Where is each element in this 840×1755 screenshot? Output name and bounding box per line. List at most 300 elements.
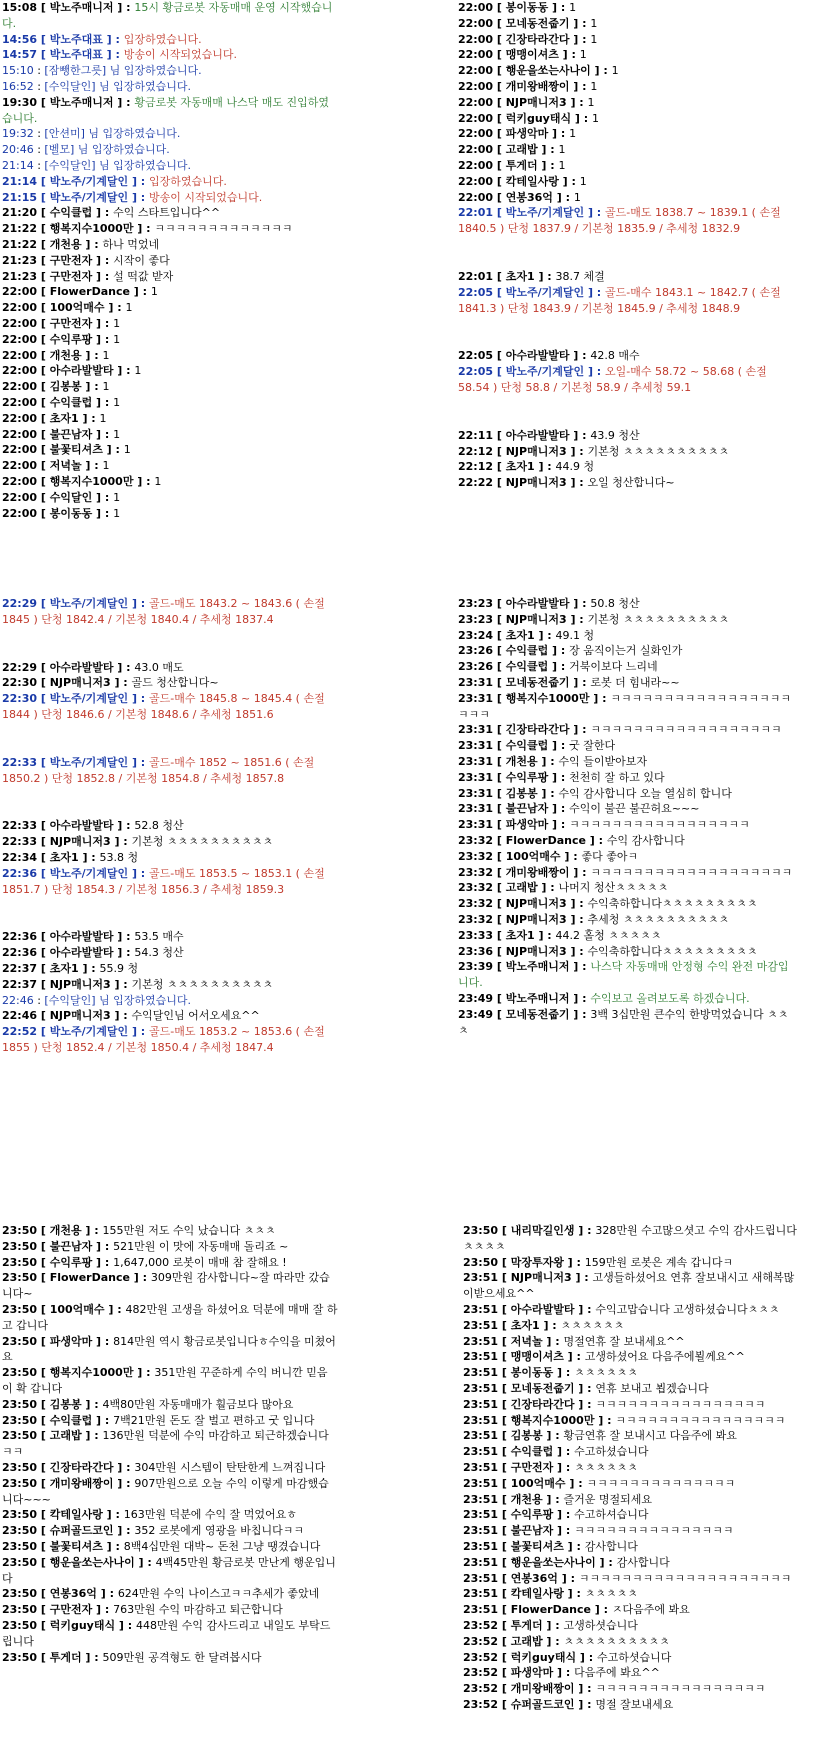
message-text: 1 [579, 174, 587, 188]
message-time: 23:51 [463, 1476, 499, 1490]
message-time: 23:49 [458, 1007, 494, 1021]
message-time: 23:50 [2, 1460, 38, 1474]
chat-message: 23:36 [ NJP매니저3 ] : 수익축하합니다ㅊㅊㅊㅊㅊㅊㅊㅊㅊ [458, 944, 758, 958]
chat-message: 22:33 [ 아수라발발타 ] : 52.8 청산 [2, 819, 184, 833]
message-text: 55.9 청 [99, 961, 139, 975]
message-text: 방송이 시작되었습니다. [149, 190, 263, 204]
chat-message: 23:51 [ 행복지수1000만 ] : ㅋㅋㅋㅋㅋㅋㅋㅋㅋㅋㅋㅋㅋㅋㅋㅋ [463, 1413, 786, 1427]
chat-message: 23:50 [ 김봉봉 ] : 4백80만원 자동매매가 훨금보다 많아요 [2, 1397, 294, 1411]
message-text: 1 [123, 443, 131, 457]
message-sender: 수익클럽 [49, 206, 93, 220]
chat-message: 22:01 [ 초자1 ] : 38.7 체결 [458, 269, 605, 283]
message-sender: 긴장타라간다 [49, 1460, 114, 1474]
message-time: 23:31 [458, 723, 494, 737]
message-sender: 개미왕배짱이 [505, 865, 570, 879]
message-time: 22:30 [2, 692, 38, 706]
message-sender: 칵테일사랑 [510, 1587, 564, 1601]
message-sender: 개미왕배짱이 [510, 1682, 575, 1696]
chat-message: 23:50 [ 불꽃티셔츠 ] : 8백4십만원 대박~ 돈천 그냥 땡겼습니다 [2, 1539, 321, 1553]
message-time: 23:50 [463, 1255, 499, 1269]
message-text: 골드-매수 1843.1 ~ 1842.7 ( 손절 1841.3 ) 단청 1843.9 / 기본청 1845.9 / 추세청 1848.9 [458, 285, 781, 315]
message-sender: 모네동전줍기 [505, 675, 570, 689]
chat-message: 22:00 [ 수익클럽 ] : 1 [2, 395, 121, 409]
message-time: 14:56 [2, 32, 38, 46]
message-sender: 행복지수1000만 [49, 222, 134, 236]
chat-message: 23:51 [ 봉이동동 ] : ㅊㅊㅊㅊㅊㅊ [463, 1366, 638, 1380]
message-text: 1 [590, 16, 598, 30]
message-time: 22:11 [458, 428, 494, 442]
message-text: 다음주에 봐요^^ [574, 1666, 660, 1680]
message-time: 23:50 [2, 1366, 38, 1380]
chat-message: 22:34 [ 초자1 ] : 53.8 청 [2, 850, 139, 864]
message-time: 23:52 [463, 1634, 499, 1648]
message-time: 22:05 [458, 285, 494, 299]
message-sender: 행운을쏘는사나이 [49, 1555, 135, 1569]
message-text: 1 [113, 332, 121, 346]
chat-message: 23:50 [ 개미왕배짱이 ] : 907만원으로 오늘 수익 이렇게 마감했습니다~~~ [2, 1476, 329, 1506]
message-text: 수익축하합니다ㅊㅊㅊㅊㅊㅊㅊㅊㅊ [587, 897, 758, 911]
chat-panel-1 [2, 0, 338, 524]
chat-message: 23:50 [ 불끈남자 ] : 521만원 이 맛에 자동매매 돌리죠 ~ [2, 1239, 289, 1253]
chat-message: 23:31 [ 파생악마 ] : ㅋㅋㅋㅋㅋㅋㅋㅋㅋㅋㅋㅋㅋㅋㅋㅋㅋ [458, 818, 750, 832]
chat-message: 22:00 [ 100억매수 ] : 1 [2, 301, 133, 315]
chat-message: 22:00 [ 투게더 ] : 1 [458, 158, 566, 172]
message-time: 22:01 [458, 269, 494, 283]
chat-message: 21:22 [ 행복지수1000만 ] : ㅋㅋㅋㅋㅋㅋㅋㅋㅋㅋㅋㅋㅋ [2, 222, 293, 236]
message-sender: 박노주매니저 [505, 960, 570, 974]
message-text: 351만원 꾸준하게 수익 버니깐 믿음이 확 갑니다 [2, 1366, 328, 1395]
chat-message: 23:26 [ 수익클럽 ] : 장 움직이는거 실화인가 [458, 644, 683, 658]
chat-message: 23:32 [ FlowerDance ] : 수익 감사합니다 [458, 833, 685, 847]
message-time: 23:52 [463, 1650, 499, 1664]
chat-message: 23:50 [ 투게더 ] : 509만원 공격형도 한 달려봅시다 [2, 1650, 262, 1664]
message-text: 814만원 역시 황금로봇입니다ㅎ수익을 미쳤어요 [2, 1334, 336, 1364]
message-sender: NJP매니저3 [505, 897, 567, 911]
message-text: 309만원 감사합니다~잘 따라만 갔습니다~ [2, 1271, 330, 1301]
chat-message: 23:33 [ 초자1 ] : 44.2 홀청 ㅊㅊㅊㅊㅊ [458, 928, 662, 942]
message-time: 21:14 [2, 174, 38, 188]
chat-message: 23:50 [ 럭키guy태식 ] : 448만원 수익 감사드리고 내일도 부탁드립니다 [2, 1618, 331, 1648]
message-text: [수익달인] 님 입장하였습니다. [44, 158, 191, 172]
message-sender: 아수라발발타 [510, 1302, 575, 1316]
message-sender: 초자1 [510, 1318, 540, 1332]
message-sender: 100억매수 [510, 1476, 566, 1490]
message-text: 1 [569, 127, 577, 141]
chat-message: 23:32 [ NJP매니저3 ] : 추세청 ㅊㅊㅊㅊㅊㅊㅊㅊㅊㅊ [458, 912, 730, 926]
message-text: 천천히 잘 하고 있다 [569, 770, 665, 784]
message-text: ㅋㅋㅋㅋㅋㅋㅋㅋㅋㅋㅋㅋㅋㅋㅋㅋㅋㅋㅋ [590, 865, 793, 879]
message-time: 23:52 [463, 1697, 499, 1711]
message-time: 23:31 [458, 786, 494, 800]
message-text: [수익달인] 님 입장하였습니다. [44, 79, 191, 93]
message-sender: 박노주/기계달인 [505, 365, 585, 379]
message-sender: 개천용 [505, 754, 538, 768]
message-sender: 수익클럽 [49, 395, 93, 409]
message-text: 수익 스타트입니다^^ [113, 206, 221, 220]
message-text: 763만원 수익 마감하고 퇴근합니다 [113, 1603, 283, 1617]
chat-message: 23:26 [ 수익클럽 ] : 거북이보다 느리네 [458, 660, 658, 674]
message-text: ㅊㅊㅊㅊㅊ [584, 1587, 638, 1601]
chat-message: 21:14 : [수익달인] 님 입장하였습니다. [2, 158, 191, 172]
message-time: 23:23 [458, 597, 494, 610]
message-time: 23:31 [458, 754, 494, 768]
message-time: 23:32 [458, 865, 494, 879]
chat-message: 22:00 [ 파생악마 ] : 1 [458, 127, 577, 141]
message-text: 황금연휴 잘 보내시고 다음주에 봐요 [563, 1429, 737, 1443]
message-text: 624만원 수익 나이스고ㅋㅋ추세가 좋았네 [117, 1587, 320, 1601]
message-time: 22:00 [2, 506, 38, 520]
chat-message: 22:00 [ 불끈남자 ] : 1 [2, 427, 121, 441]
message-text: 수익달인님 어서오세요^^ [131, 1009, 260, 1023]
message-time: 23:39 [458, 960, 494, 974]
message-text: ㅋㅋㅋㅋㅋㅋㅋㅋㅋㅋㅋㅋㅋㅋㅋㅋㅋㅋㅋㅋ [458, 691, 792, 721]
message-sender: 아수라발발타 [49, 946, 114, 960]
message-time: 23:32 [458, 912, 494, 926]
message-sender: 박노주매니저 [49, 95, 114, 109]
message-text: 연휴 보내고 뵙겠습니다 [595, 1381, 709, 1395]
chat-message: 14:57 [ 박노주대표 ] : 방송이 시작되었습니다. [2, 48, 238, 62]
message-time: 23:51 [463, 1571, 499, 1585]
message-text: ㅈ다음주에 봐요 [611, 1603, 690, 1617]
chat-message: 23:51 [ 100억매수 ] : ㅋㅋㅋㅋㅋㅋㅋㅋㅋㅋㅋㅋㅋㅋ [463, 1476, 736, 1490]
message-sender: 박노주대표 [49, 32, 103, 46]
message-sender: 럭키guy태식 [505, 111, 572, 125]
message-sender: 100억매수 [49, 1302, 105, 1316]
message-sender: 개미왕배짱이 [505, 79, 570, 93]
chat-message: 22:01 [ 박노주/기계달인 ] : 골드-매도 1838.7 ~ 1839.1 ( 손절 1840.5 ) 단청 1837.9 / 기본청 1835.9 / 추세청 1832.9 [458, 206, 781, 236]
message-text: [벨모] 님 입장하였습니다. [44, 143, 170, 157]
message-text: 골드-매수 1852 ~ 1851.6 ( 손절 1850.2 ) 단청 1852.8 / 기본청 1854.8 / 추세청 1857.8 [2, 755, 315, 785]
message-text: 50.8 청산 [590, 597, 640, 610]
message-text: 입장하였습니다. [149, 174, 227, 188]
message-text: 44.2 홀청 ㅊㅊㅊㅊㅊ [555, 928, 662, 942]
chat-message: 22:36 [ 아수라발발타 ] : 53.5 매수 [2, 930, 184, 944]
chat-message: 23:23 [ NJP매니저3 ] : 기본청 ㅊㅊㅊㅊㅊㅊㅊㅊㅊㅊ [458, 612, 730, 626]
message-sender: 박노주/기계달인 [505, 206, 585, 220]
message-text: 1 [102, 380, 110, 394]
message-time: 23:32 [458, 897, 494, 911]
message-time: 22:52 [2, 1025, 38, 1039]
message-time: 23:52 [463, 1666, 499, 1680]
message-sender: NJP매니저3 [49, 835, 111, 849]
message-time: 22:33 [2, 835, 38, 849]
message-text: 7백21만원 돈도 잘 벌고 편하고 굿 입니다 [113, 1413, 315, 1427]
chat-message: 23:50 [ 내리막길인생 ] : 328만원 수고많으셧고 수익 감사드립니다ㅊㅊㅊㅊ [463, 1224, 797, 1253]
message-time: 23:51 [463, 1539, 499, 1553]
message-sender: 긴장타라간다 [505, 723, 570, 737]
message-sender: 박노주/기계달인 [49, 597, 129, 610]
chat-message: 22:29 [ 박노주/기계달인 ] : 골드-매도 1843.2 ~ 1843.6 ( 손절 1845 ) 단청 1842.4 / 기본청 1840.4 / 추세청 1837.4 [2, 597, 325, 626]
message-sender: 내리막길인생 [510, 1224, 575, 1237]
message-text: 기본청 ㅊㅊㅊㅊㅊㅊㅊㅊㅊㅊ [131, 835, 274, 849]
message-text: 1 [134, 364, 142, 378]
chat-message: 22:00 [ 구만전자 ] : 1 [2, 316, 121, 330]
message-text: 기본청 ㅊㅊㅊㅊㅊㅊㅊㅊㅊㅊ [587, 612, 730, 626]
chat-message: 23:52 [ 파생악마 ] : 다음주에 봐요^^ [463, 1666, 660, 1680]
message-time: 23:50 [2, 1334, 38, 1348]
chat-message: 15:10 : [잠뺑한그릇] 님 입장하였습니다. [2, 64, 202, 78]
message-time: 23:51 [463, 1603, 499, 1617]
message-time: 22:00 [458, 190, 494, 204]
chat-message: 23:31 [ 개천용 ] : 수익 들이받아보자 [458, 754, 648, 768]
message-text: 설 떡값 받자 [113, 269, 174, 283]
message-time: 22:36 [2, 946, 38, 960]
message-sender: 투게더 [510, 1618, 543, 1632]
chat-panel-3 [2, 596, 338, 1120]
chat-message: 23:32 [ 100억매수 ] : 좋다 좋아ㅋ [458, 849, 639, 863]
chat-panel-6 [463, 1223, 799, 1755]
message-text: 54.3 청산 [134, 946, 184, 960]
chat-message: 20:46 : [벨모] 님 입장하였습니다. [2, 143, 170, 157]
message-time: 22:00 [2, 301, 38, 315]
chat-message: 21:15 [ 박노주/기계달인 ] : 방송이 시작되었습니다. [2, 190, 263, 204]
message-time: 23:31 [458, 739, 494, 753]
chat-message: 23:31 [ 불끈남자 ] : 수익이 불끈 불끈허요~~~ [458, 802, 700, 816]
message-time: 23:50 [2, 1239, 38, 1253]
message-time: 22:34 [2, 850, 38, 864]
chat-message: 22:29 [ 아수라발발타 ] : 43.0 매도 [2, 660, 184, 674]
message-time: 23:51 [463, 1508, 499, 1522]
chat-message: 21:14 [ 박노주/기계달인 ] : 입장하였습니다. [2, 174, 227, 188]
message-sender: 불끈남자 [49, 427, 93, 441]
chat-message: 22:46 [ NJP매니저3 ] : 수익달인님 어서오세요^^ [2, 1009, 260, 1023]
message-text: 15시 황금로봇 자동매매 운영 시작했습니다. [2, 1, 333, 30]
message-text: [안션미] 님 입장하였습니다. [44, 127, 181, 141]
chat-panel-2 [458, 0, 794, 524]
chat-message: 23:51 [ 행운을쏘는사나이 ] : 감사합니다 [463, 1555, 670, 1569]
chat-message: 14:56 [ 박노주대표 ] : 입장하였습니다. [2, 32, 202, 46]
message-text: 고생하셨어요 다음주에뵐께요^^ [584, 1350, 745, 1364]
chat-message: 21:22 [ 개천용 ] : 하나 먹었네 [2, 237, 160, 251]
message-time: 23:51 [463, 1397, 499, 1411]
message-text: 거북이보다 느리네 [569, 660, 658, 674]
message-sender: 불끈남자 [510, 1524, 554, 1538]
message-text: 감사합니다 [584, 1539, 638, 1553]
message-sender: 수익루팡 [49, 332, 93, 346]
message-text: 43.0 매도 [134, 660, 184, 674]
message-sender: 초자1 [505, 928, 535, 942]
message-sender: 봉이동동 [510, 1366, 554, 1380]
message-text: ㅋㅋㅋㅋㅋㅋㅋㅋㅋㅋㅋㅋㅋㅋㅋㅋ [595, 1682, 766, 1696]
message-text: 53.8 청 [99, 850, 139, 864]
message-sender: 구만전자 [49, 269, 93, 283]
message-time: 23:36 [458, 944, 494, 958]
message-text: 448만원 수익 감사드리고 내일도 부탁드립니다 [2, 1618, 331, 1648]
message-sender: 박노주/기계달인 [49, 1025, 129, 1039]
chat-message: 23:31 [ 수익루팡 ] : 천천히 잘 하고 있다 [458, 770, 665, 784]
message-sender: NJP매니저3 [505, 476, 567, 490]
chat-message: 23:50 [ 긴장타라간다 ] : 304만원 시스템이 탄탄한게 느껴집니다 [2, 1460, 326, 1474]
chat-message: 23:51 [ 구만전자 ] : ㅊㅊㅊㅊㅊㅊ [463, 1460, 638, 1474]
message-time: 23:50 [2, 1476, 38, 1490]
message-text: ㅋㅋㅋㅋㅋㅋㅋㅋㅋㅋㅋㅋㅋㅋ [586, 1476, 736, 1490]
message-text: 1 [150, 285, 158, 299]
message-time: 22:00 [458, 95, 494, 109]
chat-message: 22:00 [ 불꽃티셔츠 ] : 1 [2, 443, 131, 457]
chat-message: 22:00 [ 개미왕배짱이 ] : 1 [458, 79, 598, 93]
message-text: 기본청 ㅊㅊㅊㅊㅊㅊㅊㅊㅊㅊ [131, 977, 274, 991]
message-time: 22:00 [2, 285, 38, 299]
message-sender: 투게더 [49, 1650, 82, 1664]
message-time: 22:00 [458, 143, 494, 157]
message-time: 23:51 [463, 1492, 499, 1506]
message-text: 1,647,000 로봇이 매매 참 잘해요 ! [113, 1255, 287, 1269]
message-sender: 수익클럽 [505, 739, 549, 753]
message-text: 155만원 저도 수익 났습니다 ㅊㅊㅊ [102, 1224, 276, 1237]
chat-message: 23:50 [ 수익루팡 ] : 1,647,000 로봇이 매매 참 잘해요 ! [2, 1255, 287, 1269]
chat-message: 23:52 [ 투게더 ] : 고생하셧습니다 [463, 1618, 638, 1632]
message-text: 수고하셨습니다 [574, 1445, 649, 1459]
message-sender: 아수라발발타 [505, 428, 570, 442]
message-text: 추세청 ㅊㅊㅊㅊㅊㅊㅊㅊㅊㅊ [587, 912, 730, 926]
message-time: 21:23 [2, 269, 38, 283]
message-text: 352 로봇에게 영광을 바칩니다ㅋㅋ [134, 1524, 305, 1538]
message-sender: NJP매니저3 [505, 912, 567, 926]
message-time: 20:46 [2, 143, 34, 157]
message-sender: 개천용 [49, 1224, 82, 1237]
chat-message: 22:00 [ 모네동전줍기 ] : 1 [458, 16, 598, 30]
message-time: 23:50 [2, 1555, 38, 1569]
chat-message: 22:36 [ 아수라발발타 ] : 54.3 청산 [2, 946, 184, 960]
chat-message: 23:49 [ 박노주매니저 ] : 수익보고 올려보도록 하겠습니다. [458, 991, 750, 1005]
message-time: 23:50 [2, 1587, 38, 1601]
message-time: 23:31 [458, 675, 494, 689]
chat-message: 23:51 [ 모네동전줍기 ] : 연휴 보내고 뵙겠습니다 [463, 1381, 709, 1395]
message-sender: 개천용 [49, 237, 82, 251]
message-sender: NJP매니저3 [49, 1009, 111, 1023]
message-sender: 초자1 [505, 460, 535, 474]
message-sender: 불끈남자 [49, 1239, 93, 1253]
message-sender: 초자1 [505, 269, 535, 283]
message-text: 1 [113, 506, 121, 520]
message-text: 4백45만원 황금로봇 만난게 행운입니다 [2, 1555, 336, 1585]
message-sender: 연봉36억 [510, 1571, 558, 1585]
message-sender: 고래밥 [510, 1634, 543, 1648]
message-time: 23:50 [2, 1508, 38, 1522]
chat-message: 21:20 [ 수익클럽 ] : 수익 스타트입니다^^ [2, 206, 221, 220]
message-text: 1 [611, 64, 619, 78]
message-text: 입장하였습니다. [123, 32, 202, 46]
chat-message: 22:00 [ 봉이동동 ] : 1 [458, 1, 577, 14]
message-sender: 수익클럽 [49, 1413, 93, 1427]
message-time: 21:20 [2, 206, 38, 220]
chat-message: 23:51 [ FlowerDance ] : ㅈ다음주에 봐요 [463, 1603, 690, 1617]
chat-message: 22:00 [ NJP매니저3 ] : 1 [458, 95, 595, 109]
chat-message: 22:05 [ 아수라발발타 ] : 42.8 매수 [458, 349, 640, 363]
message-text: ㅊㅊㅊㅊㅊㅊ [560, 1318, 625, 1332]
message-sender: 아수라발발타 [49, 819, 114, 833]
message-text: 159만원 로봇은 계속 갑니다ㅋ [584, 1255, 734, 1269]
message-time: 22:00 [2, 380, 38, 394]
message-sender: 행복지수1000만 [505, 691, 590, 705]
message-sender: 슈퍼골드코인 [49, 1524, 114, 1538]
message-sender: 막장투자왕 [510, 1255, 564, 1269]
message-sender: 긴장타라간다 [505, 32, 570, 46]
message-sender: NJP매니저3 [505, 944, 567, 958]
message-time: 23:50 [463, 1224, 499, 1237]
chat-message: 23:51 [ 아수라발발타 ] : 수익고맙습니다 고생하셨습니다ㅊㅊㅊ [463, 1302, 780, 1316]
message-sender: 슈퍼골드코인 [510, 1697, 575, 1711]
chat-message: 23:50 [ 고래밥 ] : 136만원 덕분에 수익 마감하고 퇴근하겠습니다ㅋㅋ [2, 1429, 329, 1459]
message-sender: 100억매수 [49, 301, 105, 315]
chat-message: 23:52 [ 럭키guy태식 ] : 수고하셧습니다 [463, 1650, 672, 1664]
chat-message: 23:51 [ 초자1 ] : ㅊㅊㅊㅊㅊㅊ [463, 1318, 625, 1332]
message-sender: 초자1 [49, 411, 79, 425]
chat-message: 22:00 [ 행복지수1000만 ] : 1 [2, 474, 162, 488]
message-time: 23:50 [2, 1524, 38, 1538]
message-sender: 행복지수1000만 [49, 474, 134, 488]
chat-panel-4 [458, 596, 794, 1120]
chat-message: 23:50 [ 파생악마 ] : 814만원 역시 황금로봇입니다ㅎ수익을 미쳤어요 [2, 1334, 336, 1364]
message-sender: 수익루팡 [49, 1255, 93, 1269]
chat-message: 22:00 [ 럭키guy태식 ] : 1 [458, 111, 600, 125]
message-time: 22:46 [2, 993, 34, 1007]
chat-message: 22:00 [ 긴장타라간다 ] : 1 [458, 32, 598, 46]
message-text: 골드-매도 1843.2 ~ 1843.6 ( 손절 1845 ) 단청 1842.4 / 기본청 1840.4 / 추세청 1837.4 [2, 597, 325, 626]
chat-message: 23:51 [ 불끈남자 ] : ㅋㅋㅋㅋㅋㅋㅋㅋㅋㅋㅋㅋㅋㅋㅋ [463, 1524, 734, 1538]
chat-panel-5 [2, 1223, 338, 1755]
message-text: ㅋㅋㅋㅋㅋㅋㅋㅋㅋㅋㅋㅋㅋㅋㅋㅋㅋㅋㅋㅋ [578, 1571, 792, 1585]
message-time: 22:00 [458, 32, 494, 46]
message-time: 23:50 [2, 1650, 38, 1664]
message-time: 23:50 [2, 1397, 38, 1411]
message-time: 22:33 [2, 819, 38, 833]
chat-message: 23:51 [ 긴장타라간다 ] : ㅋㅋㅋㅋㅋㅋㅋㅋㅋㅋㅋㅋㅋㅋㅋㅋ [463, 1397, 766, 1411]
message-time: 22:36 [2, 930, 38, 944]
message-sender: NJP매니저3 [510, 1271, 572, 1285]
message-sender: 칵테일사랑 [505, 174, 559, 188]
message-time: 23:32 [458, 849, 494, 863]
message-text: 1 [590, 79, 598, 93]
message-text: 1 [125, 301, 133, 315]
message-text: 고생하셧습니다 [563, 1618, 638, 1632]
message-time: 22:01 [458, 206, 494, 220]
message-sender: 불꽃티셔츠 [49, 443, 103, 457]
chat-message: 22:22 [ NJP매니저3 ] : 오일 청산합니다~ [458, 476, 675, 490]
message-sender: 행운을쏘는사나이 [505, 64, 591, 78]
chat-message: 22:30 [ 박노주/기계달인 ] : 골드-매수 1845.8 ~ 1845.4 ( 손절 1844 ) 단청 1846.6 / 기본청 1848.6 / 추세청 1851.6 [2, 692, 325, 721]
message-text: [수익달인] 님 입장하였습니다. [44, 993, 191, 1007]
message-sender: 박노주/기계달인 [49, 190, 129, 204]
message-time: 23:32 [458, 881, 494, 895]
message-text: 521만원 이 맛에 자동매매 돌리죠 ~ [113, 1239, 289, 1253]
message-text: 1 [99, 411, 107, 425]
chat-message: 22:00 [ 칵테일사랑 ] : 1 [458, 174, 587, 188]
message-text: ㅋㅋㅋㅋㅋㅋㅋㅋㅋㅋㅋㅋㅋㅋㅋㅋ [615, 1413, 786, 1427]
chat-message: 23:51 [ 칵테일사랑 ] : ㅊㅊㅊㅊㅊ [463, 1587, 638, 1601]
chat-message: 23:50 [ 막장투자왕 ] : 159만원 로봇은 계속 갑니다ㅋ [463, 1255, 734, 1269]
message-sender: 봉이동동 [49, 506, 93, 520]
chat-message: 23:51 [ 저녁놀 ] : 명절연휴 잘 보내세요^^ [463, 1334, 685, 1348]
message-time: 22:00 [458, 158, 494, 172]
message-time: 22:36 [2, 866, 38, 880]
message-sender: 저녁놀 [510, 1334, 543, 1348]
message-sender: NJP매니저3 [505, 444, 567, 458]
message-time: 22:00 [458, 111, 494, 125]
message-time: 21:14 [2, 158, 34, 172]
message-time: 22:00 [2, 490, 38, 504]
message-time: 23:50 [2, 1302, 38, 1316]
message-sender: 구만전자 [49, 253, 93, 267]
message-time: 22:46 [2, 1009, 38, 1023]
message-sender: 박노주대표 [49, 48, 103, 62]
message-sender: 칵테일사랑 [49, 1508, 103, 1522]
message-time: 23:51 [463, 1302, 499, 1316]
message-time: 23:51 [463, 1413, 499, 1427]
message-text: 골드-매도 1838.7 ~ 1839.1 ( 손절 1840.5 ) 단청 1837.9 / 기본청 1835.9 / 추세청 1832.9 [458, 206, 781, 236]
message-sender: 개미왕배짱이 [49, 1476, 114, 1490]
message-sender: 구만전자 [49, 316, 93, 330]
